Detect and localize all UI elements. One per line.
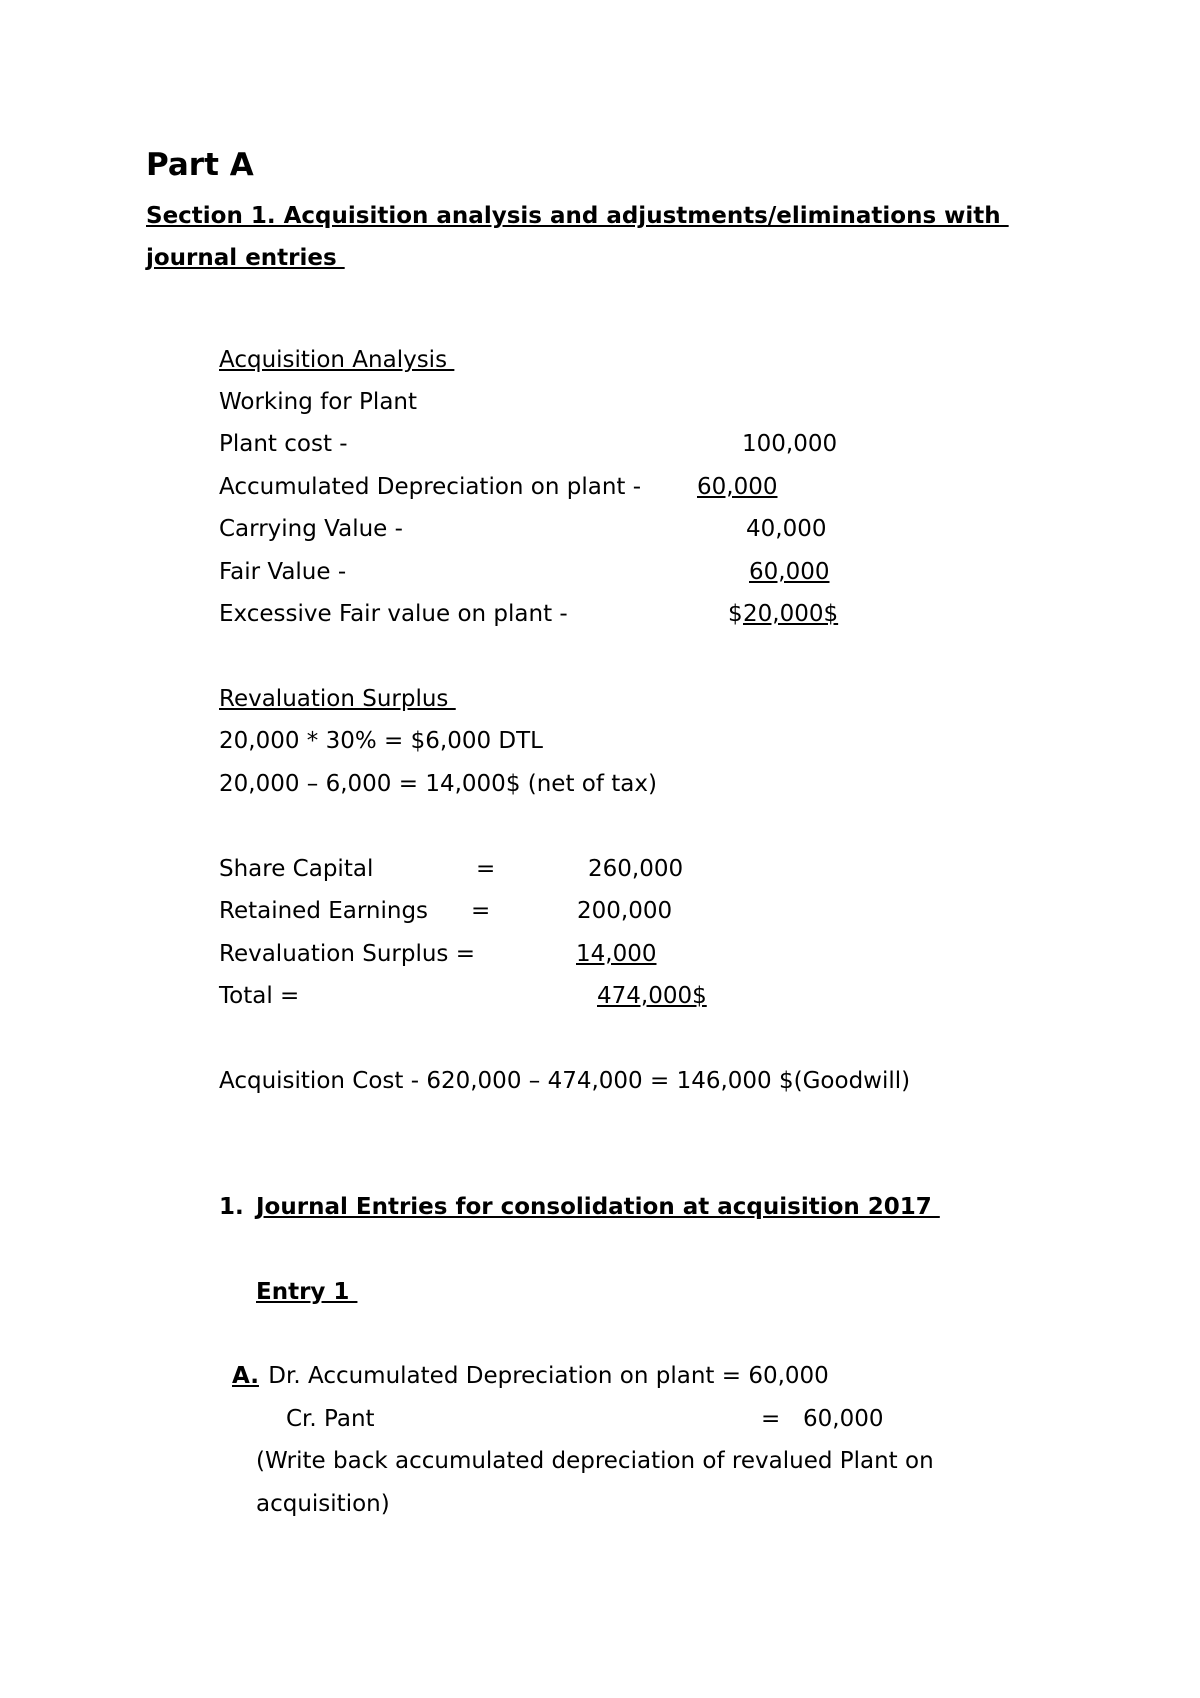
total-value: 474,000$	[597, 983, 707, 1009]
journal-heading: Journal Entries for consolidation at acquisition 2017	[256, 1194, 940, 1220]
debit-line: Dr. Accumulated Depreciation on plant = 60,000	[261, 1363, 829, 1389]
revaluation-surplus-value: 14,000	[576, 941, 657, 967]
plant-cost-value: 100,000	[742, 431, 838, 457]
excess-fair-value-label: Excessive Fair value on plant -	[219, 601, 568, 627]
retained-earnings-eq: =	[471, 898, 491, 924]
part-title: Part A	[146, 147, 254, 183]
entry-title: Entry 1	[256, 1279, 358, 1305]
section-title-line2: journal entries	[146, 245, 345, 271]
entry-note-line2: acquisition)	[256, 1491, 390, 1517]
working-for-plant: Working for Plant	[219, 389, 418, 415]
accum-depreciation-label: Accumulated Depreciation on plant -	[219, 474, 642, 500]
journal-number: 1.	[219, 1194, 252, 1220]
section-title-line1: Section 1. Acquisition analysis and adjustments/eliminations with	[146, 203, 1009, 229]
credit-label: Cr. Pant	[286, 1406, 375, 1432]
accum-depreciation-value: 60,000	[697, 474, 778, 500]
entry-note-line1: (Write back accumulated depreciation of revalued Plant on	[256, 1448, 934, 1474]
revaluation-net-line: 20,000 – 6,000 = 14,000$ (net of tax)	[219, 771, 657, 797]
acquisition-analysis-heading: Acquisition Analysis	[219, 347, 455, 373]
credit-value: 60,000	[803, 1406, 884, 1432]
revaluation-dtl-line: 20,000 * 30% = $6,000 DTL	[219, 728, 543, 754]
credit-eq: =	[761, 1406, 781, 1432]
excess-fair-value-prefix: $	[728, 601, 743, 627]
share-capital-eq: =	[476, 856, 496, 882]
retained-earnings-value: 200,000	[577, 898, 673, 924]
share-capital-value: 260,000	[588, 856, 684, 882]
acquisition-cost-line: Acquisition Cost - 620,000 – 474,000 = 146,000 $(Goodwill)	[219, 1068, 911, 1094]
revaluation-surplus-heading: Revaluation Surplus	[219, 686, 456, 712]
excess-fair-value-value: 20,000$	[743, 601, 839, 627]
retained-earnings-label: Retained Earnings	[219, 898, 429, 924]
carrying-value-label: Carrying Value -	[219, 516, 403, 542]
revaluation-surplus-label: Revaluation Surplus =	[219, 941, 475, 967]
plant-cost-label: Plant cost -	[219, 431, 348, 457]
entry-letter: A.	[232, 1363, 259, 1389]
carrying-value-value: 40,000	[746, 516, 827, 542]
share-capital-label: Share Capital	[219, 856, 374, 882]
fair-value-value: 60,000	[749, 559, 830, 585]
total-label: Total =	[219, 983, 300, 1009]
fair-value-label: Fair Value -	[219, 559, 347, 585]
